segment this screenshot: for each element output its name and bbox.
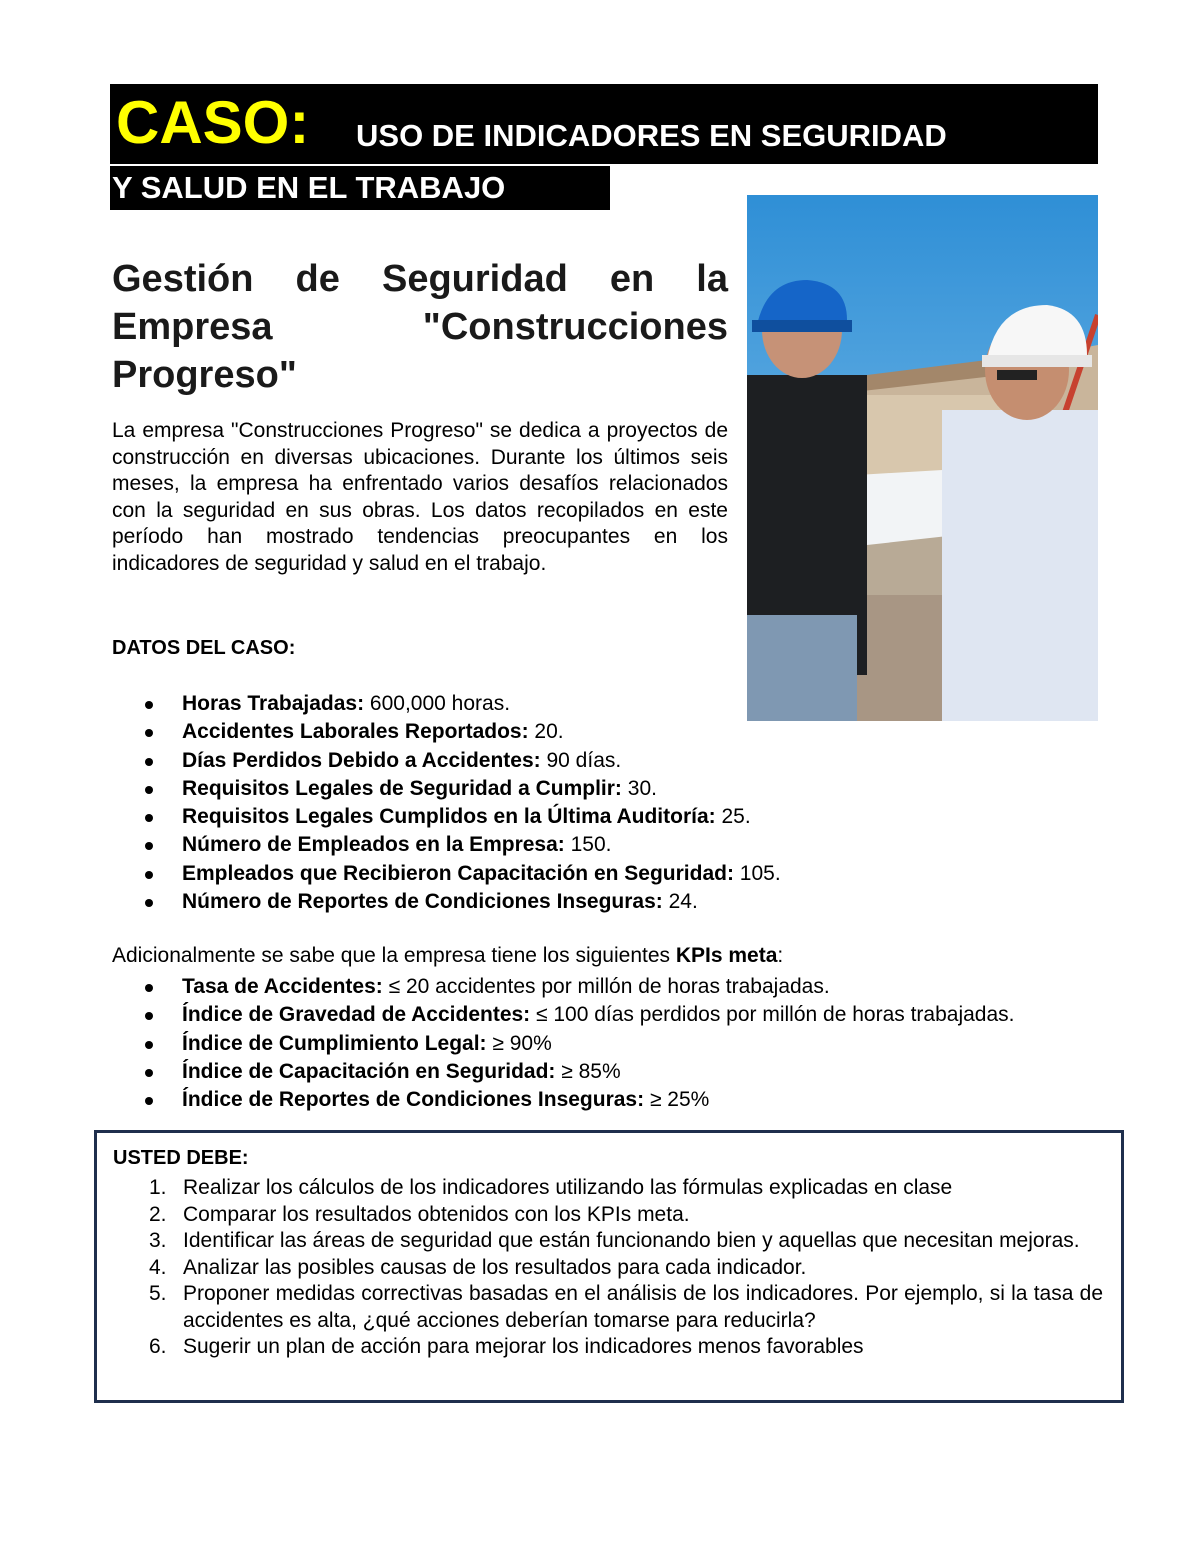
bullet-icon [145, 786, 153, 794]
list-item: Índice de Reportes de Condiciones Inseguras: ≥ 25% [112, 1086, 1014, 1114]
list-item: Accidentes Laborales Reportados: 20. [112, 718, 781, 746]
list-item: Índice de Gravedad de Accidentes: ≤ 100 días perdidos por millón de horas trabajadas. [112, 1001, 1014, 1029]
intro-paragraph: La empresa "Construcciones Progreso" se dedica a proyectos de construcción en diversas ubicaciones. Durante los últimos seis meses, la empresa ha enfrentado varios desafíos relacionados con la seguridad en sus obras. Los datos recopilados en este período han mostrado tendencias preocupantes en los indicadores de seguridad y salud en el trabajo. [112, 419, 728, 575]
construction-workers-photo [747, 195, 1098, 721]
list-item: Requisitos Legales de Seguridad a Cumplir: 30. [112, 775, 781, 803]
list-item: Tasa de Accidentes: ≤ 20 accidentes por millón de horas trabajadas. [112, 973, 1014, 1001]
title-banner-line1 [110, 84, 1098, 164]
tasks-box [94, 1130, 1124, 1403]
title-text-line2: Y SALUD EN EL TRABAJO [110, 166, 610, 210]
datos-list [112, 690, 781, 916]
bullet-icon [145, 984, 153, 992]
bullet-icon [145, 899, 153, 907]
list-item: 4. Analizar las posibles causas de los resultados para cada indicador. [149, 1255, 807, 1279]
list-item: Número de Empleados en la Empresa: 150. [112, 831, 781, 859]
datos-label: DATOS DEL CASO: [112, 637, 296, 659]
page-heading: Gestión de Seguridad en la Empresa "Construcciones Progreso" [112, 258, 728, 396]
list-item: Número de Reportes de Condiciones Inseguras: 24. [112, 888, 781, 916]
list-item: Índice de Capacitación en Seguridad: ≥ 85% [112, 1058, 1014, 1086]
list-item: 2. Comparar los resultados obtenidos con los KPIs meta. [149, 1202, 690, 1226]
bullet-icon [145, 701, 153, 709]
list-item: Días Perdidos Debido a Accidentes: 90 días. [112, 747, 781, 775]
title-text-line1: USO DE INDICADORES EN SEGURIDAD [356, 118, 947, 153]
list-item: Requisitos Legales Cumplidos en la Última Auditoría: 25. [112, 803, 781, 831]
tasks-title: USTED DEBE: [113, 1147, 249, 1169]
bullet-icon [145, 1069, 153, 1077]
bullet-icon [145, 758, 153, 766]
list-item: 5. Proponer medidas correctivas basadas en el análisis de los indicadores. Por ejemplo, si la tasa de accidentes es alta, ¿qué acciones deberían tomarse para reducirla? [149, 1282, 1103, 1332]
bullet-icon [145, 1012, 153, 1020]
bullet-icon [145, 729, 153, 737]
kpi-list [112, 973, 1014, 1114]
bullet-icon [145, 842, 153, 850]
bullet-icon [145, 871, 153, 879]
list-item: Índice de Cumplimiento Legal: ≥ 90% [112, 1030, 1014, 1058]
list-item: 6. Sugerir un plan de acción para mejorar los indicadores menos favorables [149, 1335, 864, 1358]
kpi-intro: Adicionalmente se sabe que la empresa tiene los siguientes KPIs meta: [112, 944, 784, 967]
bullet-icon [145, 814, 153, 822]
caso-label: CASO: [116, 89, 310, 156]
list-item: 1. Realizar los cálculos de los indicadores utilizando las fórmulas explicadas en clase [149, 1176, 953, 1199]
list-item: 3. Identificar las áreas de seguridad que están funcionando bien y aquellas que necesitan mejoras. [149, 1229, 1080, 1252]
bullet-icon [145, 1041, 153, 1049]
list-item: Empleados que Recibieron Capacitación en Seguridad: 105. [112, 860, 781, 888]
bullet-icon [145, 1097, 153, 1105]
list-item: Horas Trabajadas: 600,000 horas. [112, 690, 781, 718]
photo-illustration [747, 195, 1098, 721]
tasks-list [113, 1175, 1103, 1361]
